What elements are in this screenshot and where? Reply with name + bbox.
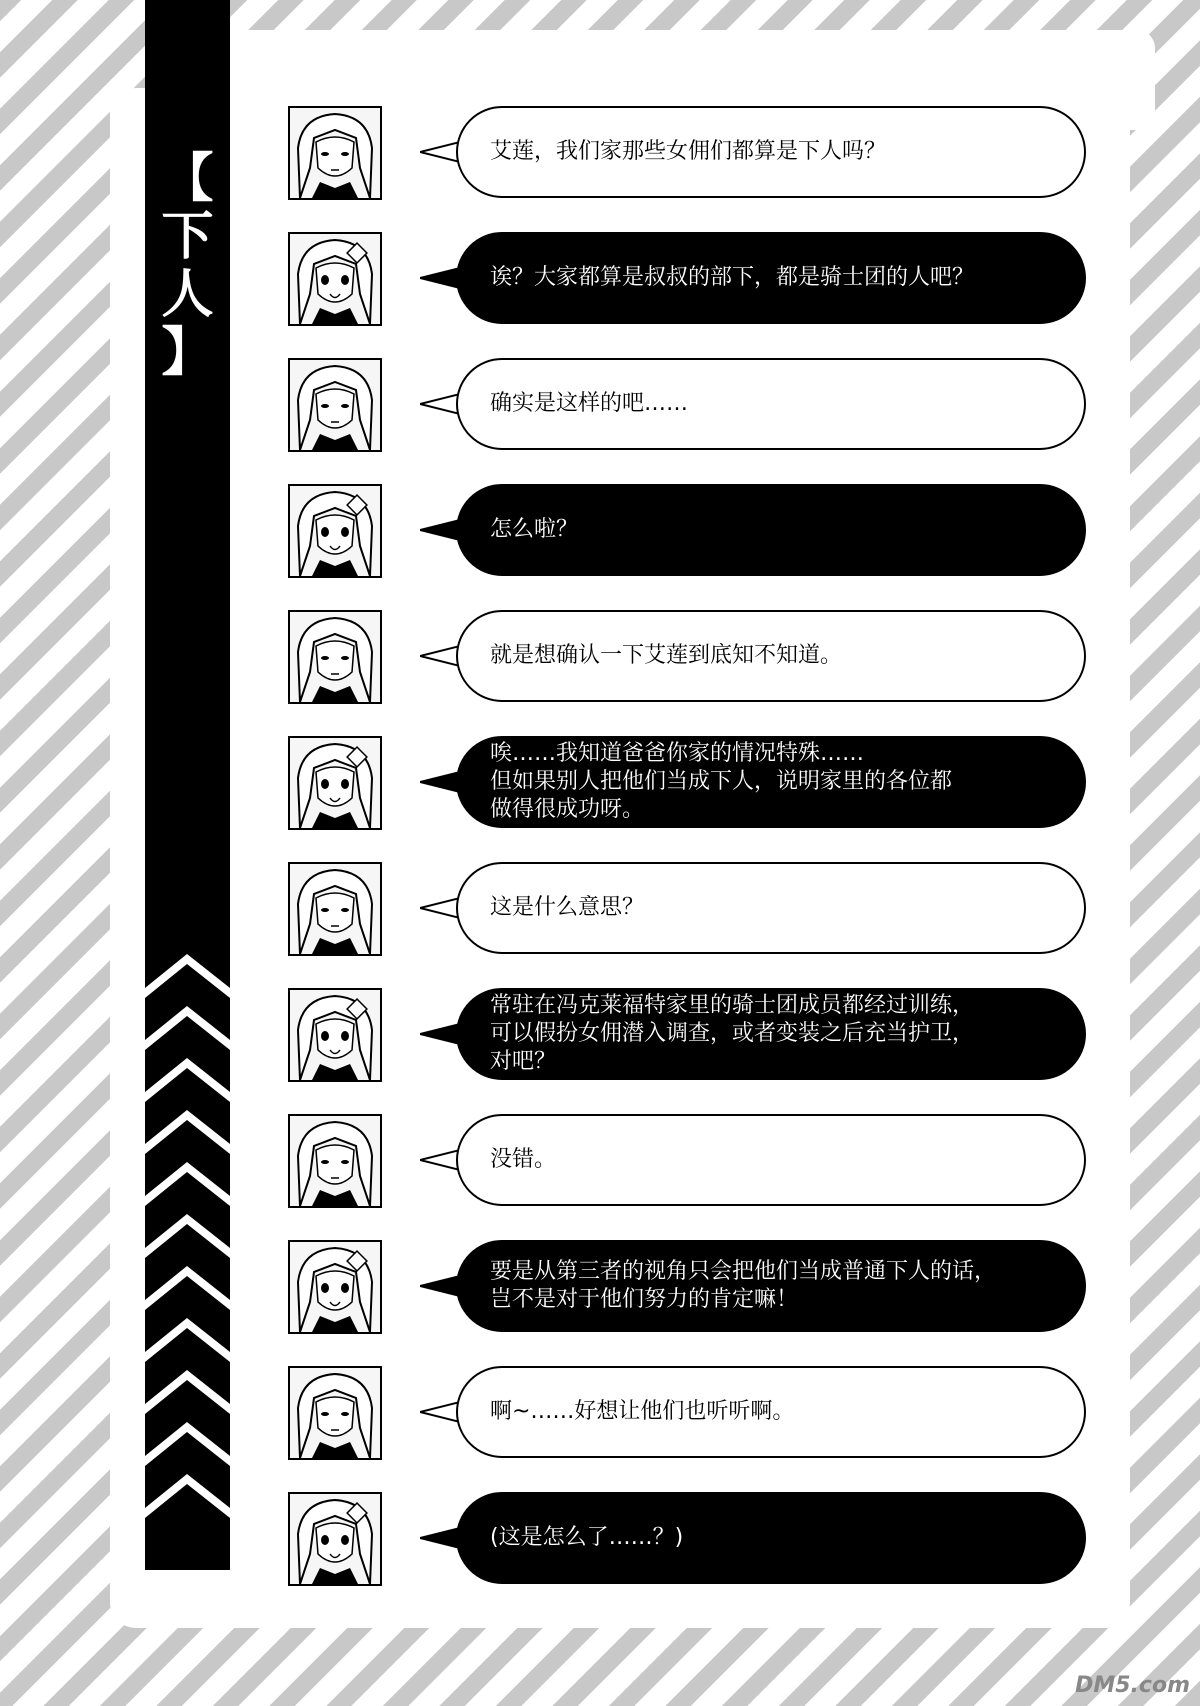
chevron-up-icon [145,1318,230,1366]
speech-text: 这是什么意思？ [490,895,645,920]
speech-tail-icon [420,770,460,794]
chevron-up-icon [145,1214,230,1262]
speech-bubble [456,736,1086,828]
speech-text: 啊~……好想让他们也听听啊。 [490,1399,795,1424]
avatar-speaker-b [288,232,382,326]
avatar-speaker-a [288,358,382,452]
chevron-up-icon [145,1162,230,1210]
speech-tail-icon [420,896,460,920]
speech-tail-icon [420,392,460,416]
face-icon [290,990,380,1080]
speech-text: 没错。 [490,1147,557,1172]
speech-bubble [456,232,1086,324]
speech-bubble [456,358,1086,450]
avatar-speaker-a [288,1366,382,1460]
speech-text: 艾莲，我们家那些女佣们都算是下人吗？ [490,139,887,164]
speech-bubble [456,1114,1086,1206]
avatar-speaker-a [288,610,382,704]
chevron-up-icon [145,1266,230,1314]
speech-tail-icon [420,1526,460,1550]
speech-tail-icon [420,266,460,290]
speech-text: 确实是这样的吧…… [490,391,689,416]
speech-text: 就是想确认一下艾莲到底知不知道。 [490,643,843,668]
speech-tail-icon [420,1022,460,1046]
avatar-speaker-b [288,1240,382,1334]
speech-bubble [456,484,1086,576]
chevron-up-icon [145,1370,230,1418]
watermark: DM5.com [1075,1673,1190,1698]
chevron-up-icon [145,1422,230,1470]
face-icon [290,612,380,702]
speech-tail-icon [420,518,460,542]
chevron-up-icon [145,954,230,1002]
chevron-up-icon [145,1474,230,1522]
speech-tail-icon [420,1148,460,1172]
face-icon [290,1368,380,1458]
speech-tail-icon [420,644,460,668]
speech-text: 怎么啦？ [490,517,579,542]
speech-tail-icon [420,140,460,164]
avatar-speaker-b [288,484,382,578]
speech-bubble [456,610,1086,702]
avatar-speaker-b [288,1492,382,1586]
avatar-speaker-a [288,106,382,200]
sidebar-title: 【 下 人 】 [161,149,214,383]
avatar-speaker-b [288,736,382,830]
chevron-stack [145,950,230,1522]
face-icon [290,108,380,198]
speech-text: 唉……我知道爸爸你家的情况特殊…… 但如果别人把他们当成下人，说明家里的各位都 做得很成功呀。 [490,741,953,822]
face-icon [290,1116,380,1206]
speech-bubble [456,1492,1086,1584]
speech-text: 诶？大家都算是叔叔的部下，都是骑士团的人吧？ [490,265,975,290]
avatar-speaker-a [288,1114,382,1208]
speech-tail-icon [420,1274,460,1298]
speech-bubble [456,1366,1086,1458]
avatar-speaker-a [288,862,382,956]
speech-bubble [456,988,1086,1080]
face-icon [290,1494,380,1584]
face-icon [290,1242,380,1332]
speech-text: 要是从第三者的视角只会把他们当成普通下人的话， 岂不是对于他们努力的肯定嘛！ [490,1259,997,1312]
face-icon [290,864,380,954]
chevron-up-icon [145,1058,230,1106]
face-icon [290,486,380,576]
face-icon [290,360,380,450]
chevron-up-icon [145,1110,230,1158]
face-icon [290,234,380,324]
chevron-up-icon [145,1006,230,1054]
speech-text: (这是怎么了……？) [490,1525,684,1550]
speech-bubble [456,106,1086,198]
speech-tail-icon [420,1400,460,1424]
speech-text: 常驻在冯克莱福特家里的骑士团成员都经过训练， 可以假扮女佣潜入调查，或者变装之后充当护卫， 对吧？ [490,993,975,1074]
sidebar-bar [145,0,230,1570]
speech-bubble [456,1240,1086,1332]
avatar-speaker-b [288,988,382,1082]
speech-bubble [456,862,1086,954]
face-icon [290,738,380,828]
